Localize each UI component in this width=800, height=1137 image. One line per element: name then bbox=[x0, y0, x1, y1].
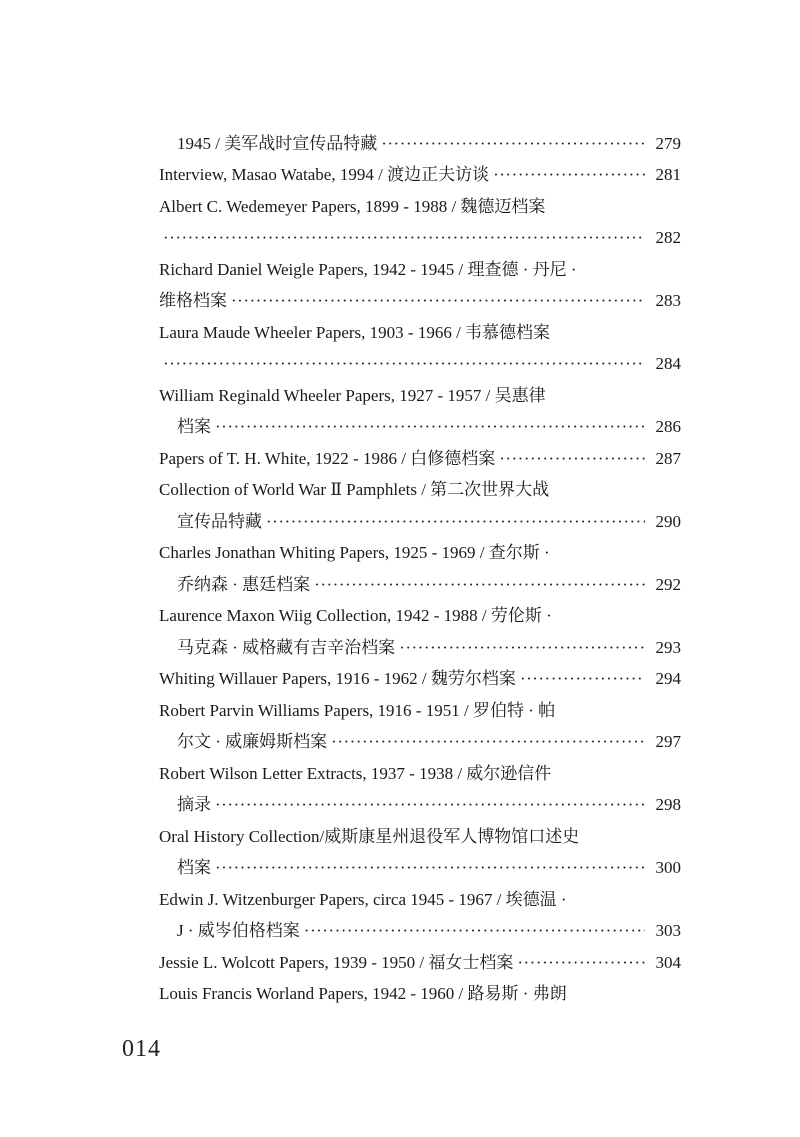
toc-entry bbox=[177, 633, 681, 663]
toc-entry-title: Oral History Collection/威斯康星州退役军人博物馆口述史 bbox=[159, 827, 580, 846]
toc-entry bbox=[177, 570, 681, 600]
toc-entry bbox=[159, 475, 681, 505]
toc-entry bbox=[159, 192, 681, 222]
toc-entry-title: 马克森 · 威格藏有吉辛治档案 bbox=[177, 638, 396, 657]
toc-entry bbox=[177, 412, 681, 442]
toc-entry-title: Robert Wilson Letter Extracts, 1937 - 1938 / 威尔逊信件 bbox=[159, 764, 552, 783]
toc-entry-title: Collection of World War Ⅱ Pamphlets / 第二次世界大战 bbox=[159, 480, 550, 499]
toc-entry bbox=[159, 255, 681, 285]
toc-entry bbox=[159, 759, 681, 789]
dot-leader bbox=[381, 129, 645, 159]
toc-entry bbox=[159, 349, 681, 379]
dot-leader bbox=[215, 412, 645, 442]
toc-entry-title: Louis Francis Worland Papers, 1942 - 1960 / 路易斯 · 弗朗 bbox=[159, 984, 567, 1003]
toc-entry bbox=[159, 223, 681, 253]
toc-entry bbox=[159, 381, 681, 411]
toc-entry-title: 摘录 bbox=[177, 795, 211, 814]
dot-leader bbox=[517, 948, 645, 978]
toc-entry-title: Interview, Masao Watabe, 1994 / 渡边正夫访谈 bbox=[159, 165, 490, 184]
toc-entry-page: 281 bbox=[655, 165, 681, 184]
toc-entry-page: 303 bbox=[655, 921, 681, 940]
toc-entry-title: Papers of T. H. White, 1922 - 1986 / 白修德档案 bbox=[159, 449, 496, 468]
dot-leader bbox=[314, 570, 645, 600]
toc-entry bbox=[177, 790, 681, 820]
dot-leader bbox=[304, 916, 645, 946]
toc-entry-title: Laurence Maxon Wiig Collection, 1942 - 1988 / 劳伦斯 · bbox=[159, 606, 552, 625]
toc-entry-page: 293 bbox=[655, 638, 681, 657]
toc-entry-title: 1945 / 美军战时宣传品特藏 bbox=[177, 134, 378, 153]
toc-entry-title: J · 威岑伯格档案 bbox=[177, 921, 300, 940]
dot-leader bbox=[499, 444, 645, 474]
toc-entry-title: Jessie L. Wolcott Papers, 1939 - 1950 / 福女士档案 bbox=[159, 953, 514, 972]
toc-entry-page: 287 bbox=[655, 449, 681, 468]
toc-entry-title: 宣传品特藏 bbox=[177, 512, 262, 531]
toc-entry-page: 304 bbox=[655, 953, 681, 972]
toc-entry-page: 282 bbox=[655, 228, 681, 247]
toc-entry-page: 290 bbox=[655, 512, 681, 531]
dot-leader bbox=[215, 853, 645, 883]
toc-entry bbox=[177, 727, 681, 757]
toc-entry-title: Whiting Willauer Papers, 1916 - 1962 / 魏劳尔档案 bbox=[159, 669, 516, 688]
toc-entry-title: Robert Parvin Williams Papers, 1916 - 1951 / 罗伯特 · 帕 bbox=[159, 701, 556, 720]
toc-entry bbox=[177, 507, 681, 537]
toc-entry bbox=[177, 853, 681, 883]
toc-entry bbox=[177, 916, 681, 946]
toc-entry bbox=[159, 286, 681, 316]
toc-entry bbox=[159, 979, 681, 1009]
toc-entry bbox=[159, 948, 681, 978]
toc-entry-title: 档案 bbox=[177, 417, 211, 436]
toc-entry-page: 297 bbox=[655, 732, 681, 751]
toc-entry-title: 档案 bbox=[177, 858, 211, 877]
dot-leader bbox=[331, 727, 645, 757]
toc-entry-title: William Reginald Wheeler Papers, 1927 - 1957 / 吴惠律 bbox=[159, 386, 546, 405]
toc-entry-page: 283 bbox=[655, 291, 681, 310]
page-number: 014 bbox=[122, 1036, 161, 1062]
toc-entry-page: 298 bbox=[655, 795, 681, 814]
toc-entry bbox=[159, 822, 681, 852]
toc-entry-title: Edwin J. Witzenburger Papers, circa 1945 - 1967 / 埃德温 · bbox=[159, 890, 567, 909]
toc-entry-page: 279 bbox=[655, 134, 681, 153]
toc-entry bbox=[159, 318, 681, 348]
toc-entry-title: 尔文 · 威廉姆斯档案 bbox=[177, 732, 328, 751]
toc-entry bbox=[159, 664, 681, 694]
dot-leader bbox=[266, 507, 645, 537]
dot-leader bbox=[399, 633, 645, 663]
dot-leader bbox=[163, 223, 645, 253]
dot-leader bbox=[520, 664, 645, 694]
toc-entry bbox=[159, 696, 681, 726]
toc-entry-page: 292 bbox=[655, 575, 681, 594]
toc-entry-page: 300 bbox=[655, 858, 681, 877]
toc-entry bbox=[159, 538, 681, 568]
toc-entry-page: 284 bbox=[655, 354, 681, 373]
toc-entry-title: Laura Maude Wheeler Papers, 1903 - 1966 / 韦慕德档案 bbox=[159, 323, 551, 342]
toc-entry bbox=[159, 444, 681, 474]
toc-entry-page: 294 bbox=[655, 669, 681, 688]
toc-entry-title: 乔纳森 · 惠廷档案 bbox=[177, 575, 311, 594]
toc-entry bbox=[159, 601, 681, 631]
dot-leader bbox=[163, 349, 645, 379]
toc-entry-page: 286 bbox=[655, 417, 681, 436]
toc-entry bbox=[177, 129, 681, 159]
dot-leader bbox=[215, 790, 645, 820]
toc-entry-title: Charles Jonathan Whiting Papers, 1925 - 1969 / 查尔斯 · bbox=[159, 543, 550, 562]
toc-entry bbox=[159, 160, 681, 190]
dot-leader bbox=[493, 160, 645, 190]
dot-leader bbox=[231, 286, 645, 316]
toc-entry bbox=[159, 885, 681, 915]
toc-entry-title: Richard Daniel Weigle Papers, 1942 - 1945 / 理查德 · 丹尼 · bbox=[159, 260, 577, 279]
toc-entry-title: 维格档案 bbox=[159, 291, 227, 310]
toc-entry-title: Albert C. Wedemeyer Papers, 1899 - 1988 / 魏德迈档案 bbox=[159, 197, 546, 216]
